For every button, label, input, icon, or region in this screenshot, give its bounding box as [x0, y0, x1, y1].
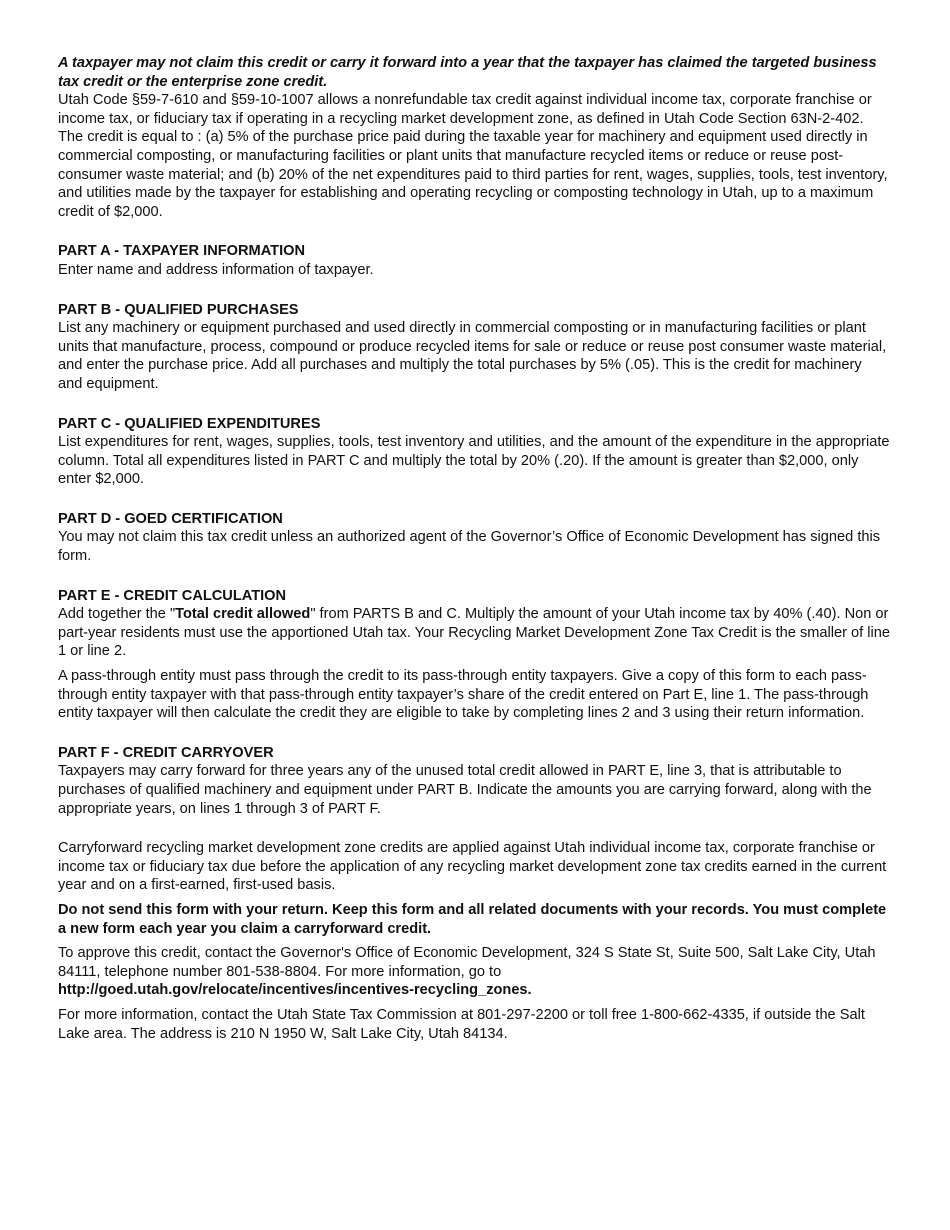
part-d-heading: PART D - GOED CERTIFICATION [58, 510, 283, 527]
part-e-section [58, 587, 890, 723]
intro-warning: A taxpayer may not claim this credit or carry it forward into a year that the taxpayer has claimed the targeted business tax credit or the enterprise zone credit. [58, 55, 877, 90]
part-d-text: You may not claim this tax credit unless an authorized agent of the Governor’s Office of Economic Development has signed this form. [58, 529, 881, 565]
total-credit-allowed-term: Total credit allowed [175, 606, 311, 623]
part-f-heading: PART F - CREDIT CARRYOVER [58, 744, 274, 761]
part-b-text: List any machinery or equipment purchased and used directly in commercial composting or in manufacturing facilities or plant units that manufacture, process, compound or produce recycled items for sale or reduce or reuse post consumer waste material, and enter the purchase price. Add all purchases and multiply the total purchases by 5% (.05). This is the credit for machinery and equipment. [58, 320, 887, 392]
carryforward-text: Carryforward recycling market development zone credits are applied against Utah individual income tax, corporate franchise or income tax or fiduciary tax due before the application of any recycling market development zone tax credits earned in the current year and on a first-earned, first-used basis. [58, 840, 887, 894]
part-a-heading: PART A - TAXPAYER INFORMATION [58, 243, 306, 260]
part-e-heading: PART E - CREDIT CALCULATION [58, 587, 287, 604]
part-a-section [58, 242, 890, 279]
goed-contact [58, 944, 890, 1000]
pass-through-text: A pass-through entity must pass through the credit to its pass-through entity taxpayers. Give a copy of this form to each pass-through entity taxpayer with that pass-through entity taxpayer’s share of the credit entered on Part E, line 1. The pass-through entity taxpayer will then calculate the credit they are eligible to take by completing lines 2 and 3 using their return information. [58, 668, 869, 722]
part-f-text: Taxpayers may carry forward for three years any of the unused total credit allowed in PART E, line 3, that is attributable to purchases of qualified machinery and equipment under PART B. Indicate the amounts you are carrying forward, along with the appropriate years, on lines 1 through 3 of PART F. [58, 763, 872, 817]
goed-link[interactable]: http://goed.utah.gov/relocate/incentives/incentives-recycling_zones. [58, 982, 532, 999]
part-c-text: List expenditures for rent, wages, supplies, tools, test inventory and utilities, and the amount of the expenditure in the appropriate column. Total all expenditures listed in PART C and multiply the total by 20% (.20). If the amount is greater than $2,000, only enter $2,000. [58, 434, 890, 488]
part-e-text [58, 605, 890, 661]
part-d-section [58, 510, 890, 566]
tax-commission-contact: For more information, contact the Utah State Tax Commission at 801-297-2200 or toll free 1-800-662-4335, if outside the Salt Lake area. The address is 210 N 1950 W, Salt Lake City, Utah 84134. [58, 1006, 865, 1042]
part-c-section [58, 415, 890, 489]
intro-description: Utah Code §59-7-610 and §59-10-1007 allows a nonrefundable tax credit against individual income tax, corporate franchise or income tax, or fiduciary tax if operating in a recycling market development zone, as defined in Utah Code Section 63N-2-402. The credit is equal to : (a) 5% of the purchase price paid during the taxable year for machinery and equipment used directly in commercial composting, or manufacturing facilities or plant units that manufacture recycled items or reduce or reuse post-consumer waste material; and (b) 20% of the net expenditures paid to third parties for rent, wages, supplies, tools, test inventory, and utilities made by the taxpayer for establishing and operating recycling or composting technology in Utah, up to a maximum credit of $2,000. [58, 92, 888, 220]
part-b-heading: PART B - QUALIFIED PURCHASES [58, 301, 299, 318]
part-a-text: Enter name and address information of taxpayer. [58, 261, 374, 278]
record-keeping-notice: Do not send this form with your return. Keep this form and all related documents with your records. You must complete a new form each year you claim a carryforward credit. [58, 901, 887, 937]
part-f-section [58, 744, 890, 895]
part-e-text-end: " from PARTS B and C. Multiply the amount of your Utah income tax by 40% (.40). Non or part-year residents must use the apportioned Utah tax. Your Recycling Market Development Zone Tax Credit is the smaller of line 1 or line 2. [58, 606, 890, 660]
instructions-page [58, 54, 890, 1043]
part-c-heading: PART C - QUALIFIED EXPENDITURES [58, 415, 321, 432]
goed-contact-text: To approve this credit, contact the Governor's Office of Economic Development, 324 S State St, Suite 500, Salt Lake City, Utah 84111, telephone number 801-538-8804. For more information, go to [58, 945, 876, 980]
part-b-section [58, 301, 890, 394]
part-e-text-start: Add together the " [58, 606, 176, 623]
